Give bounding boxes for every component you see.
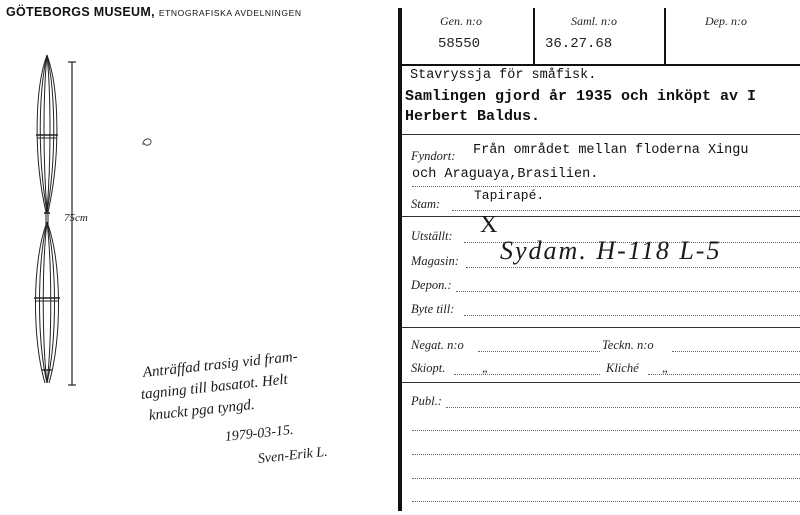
dotted-line <box>464 315 800 316</box>
header-divider <box>664 8 666 64</box>
dotted-line <box>672 351 800 352</box>
department-name: ETNOGRAFISKA AVDELNINGEN <box>158 8 302 18</box>
fyndort-value-1: Från området mellan floderna Xingu <box>473 143 749 158</box>
kliche-ditto: „ <box>662 361 669 375</box>
publ-label: Publ.: <box>411 394 442 408</box>
skiopt-ditto: „ <box>482 361 489 375</box>
description-line-3: Herbert Baldus. <box>405 108 541 125</box>
pen-mark-icon <box>140 135 154 149</box>
card-border <box>398 8 402 511</box>
note-line-3: knuckt pga tyngd. <box>148 396 256 424</box>
dotted-line <box>466 267 800 268</box>
dep-no-label: Dep. n:o <box>705 14 747 28</box>
dotted-line <box>648 374 800 375</box>
kliche-label: Kliché <box>606 361 639 375</box>
gen-no-label: Gen. n:o <box>440 14 482 28</box>
utstallt-value: X <box>480 212 500 238</box>
magasin-label: Magasin: <box>411 254 459 268</box>
saml-no-value: 36.27.68 <box>545 36 613 52</box>
note-line-2: tagning till basatot. Helt <box>140 371 289 403</box>
dotted-line <box>446 407 800 408</box>
dotted-line <box>412 186 800 187</box>
stam-value: Tapirapé. <box>474 188 545 203</box>
museum-header <box>6 5 302 19</box>
note-date: 1979-03-15. <box>224 422 295 445</box>
saml-no-label: Saml. n:o <box>571 14 617 28</box>
description-line-1: Stavryssja för småfisk. <box>410 68 597 83</box>
skiopt-label: Skiopt. <box>411 361 446 375</box>
note-line-1: Anträffad trasig vid fram- <box>142 348 299 381</box>
dotted-line <box>478 351 600 352</box>
teckn-label: Teckn. n:o <box>602 338 654 352</box>
museum-name: GÖTEBORGS MUSEUM, <box>6 5 155 19</box>
byte-label: Byte till: <box>411 302 455 316</box>
fyndort-label: Fyndort: <box>411 149 456 163</box>
stam-label: Stam: <box>411 197 441 211</box>
dotted-line <box>452 210 800 211</box>
utstallt-label: Utställt: <box>411 229 453 243</box>
fyndort-value-2: och Araguaya,Brasilien. <box>412 167 599 182</box>
gen-no-value: 58550 <box>438 36 481 52</box>
dotted-line <box>456 291 800 292</box>
header-divider <box>533 8 535 64</box>
dotted-line <box>412 430 800 431</box>
dotted-line <box>412 454 800 455</box>
dotted-line <box>412 501 800 502</box>
section-rule <box>402 382 800 383</box>
negat-label: Negat. n:o <box>411 338 464 352</box>
section-rule <box>402 327 800 328</box>
description-line-2: Samlingen gjord år 1935 och inköpt av I <box>405 88 757 105</box>
section-rule <box>402 134 800 135</box>
depon-label: Depon.: <box>411 278 452 292</box>
section-rule <box>402 216 800 217</box>
dotted-line <box>412 478 800 479</box>
note-signature: Sven-Erik L. <box>257 444 329 467</box>
dotted-line <box>454 374 600 375</box>
scale-note: 75cm <box>64 212 88 224</box>
magasin-value: Sydam. H-118 L-5 <box>500 236 722 265</box>
